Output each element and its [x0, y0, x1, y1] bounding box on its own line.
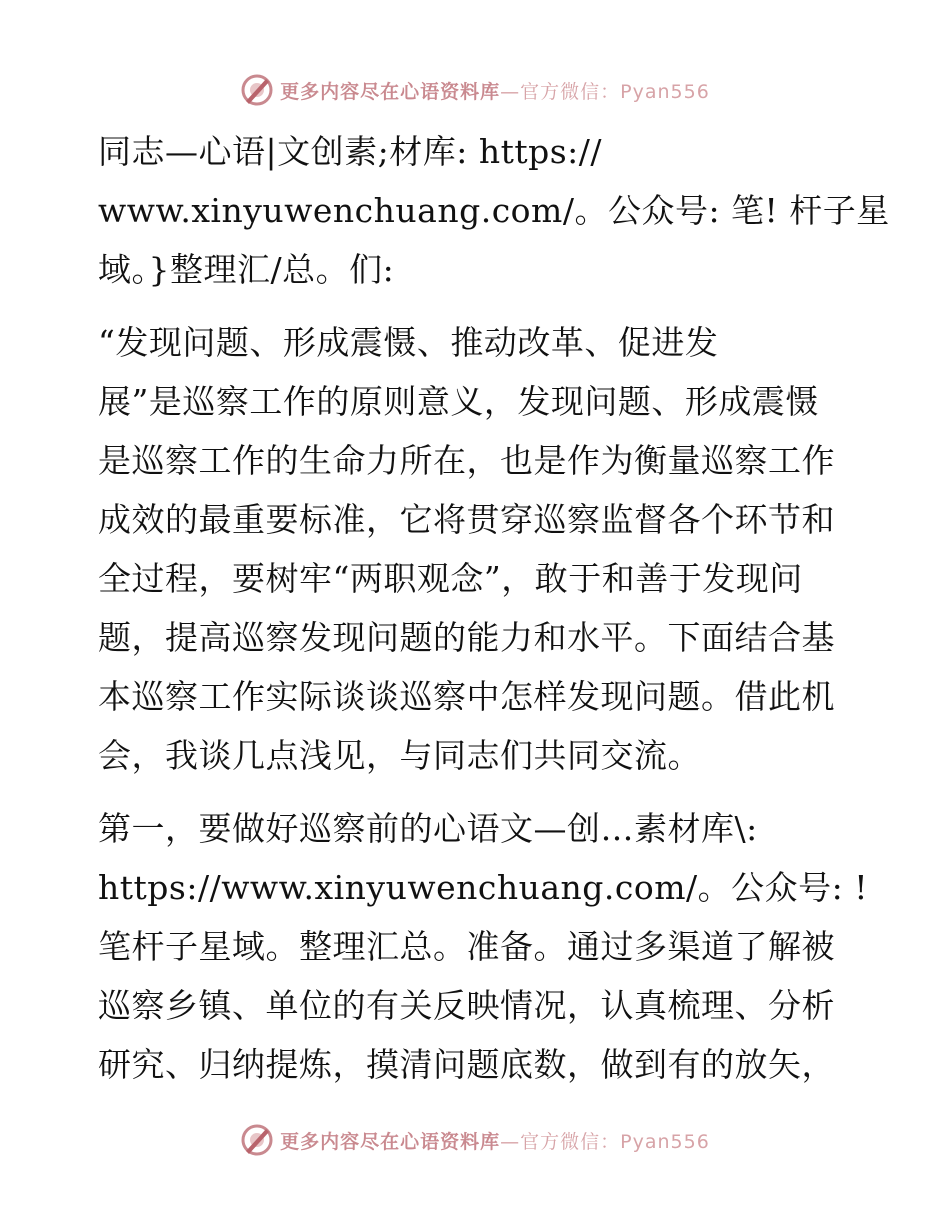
paragraph: [98, 313, 858, 785]
text-line: “发现问题、形成震慑、推动改革、促进发: [98, 323, 719, 362]
pen-logo-icon: [240, 73, 274, 107]
text-line: 会，我谈几点浅见，与同志们共同交流。: [98, 736, 701, 775]
header-banner-title: 更多内容尽在心语资料库: [280, 80, 501, 103]
text-line: 研究、归纳提炼，摸清问题底数，做到有的放矢，: [98, 1045, 835, 1084]
footer-banner-contact: —官方微信：Pyan556: [500, 1130, 710, 1153]
text-line: 题，提高巡察发现问题的能力和水平。下面结合基: [98, 618, 835, 657]
text-line: https://www.xinyuwenchuang.com/。公众号: !: [98, 868, 869, 907]
text-line: 笔杆子星域。整理汇总。准备。通过多渠道了解被: [98, 927, 835, 966]
footer-banner: [0, 1120, 950, 1160]
text-line: 域。}整理汇/总。们:: [98, 250, 395, 289]
pen-logo-icon: [240, 1123, 274, 1157]
text-line: 第一，要做好巡察前的心语文—创…素材库\:: [98, 809, 758, 848]
text-line: 展”是巡察工作的原则意义，发现问题、形成震慑: [98, 382, 819, 421]
header-banner-contact: —官方微信：Pyan556: [500, 80, 710, 103]
text-line: 同志—心语|文创素;材库: https://: [98, 132, 603, 171]
document-body: [98, 122, 890, 1108]
text-line: 本巡察工作实际谈谈巡察中怎样发现问题。借此机: [98, 677, 835, 716]
text-line: 成效的最重要标准，它将贯穿巡察监督各个环节和: [98, 500, 835, 539]
text-line: 是巡察工作的生命力所在，也是作为衡量巡察工作: [98, 441, 835, 480]
paragraph: [98, 122, 890, 299]
header-banner: [0, 70, 950, 110]
text-line: 全过程，要树牢“两职观念”，敢于和善于发现问: [98, 559, 803, 598]
text-line: www.xinyuwenchuang.com/。公众号: 笔! 杆子星: [98, 191, 890, 230]
paragraph: [98, 799, 869, 1094]
footer-banner-title: 更多内容尽在心语资料库: [280, 1130, 501, 1153]
text-line: 巡察乡镇、单位的有关反映情况，认真梳理、分析: [98, 986, 835, 1025]
